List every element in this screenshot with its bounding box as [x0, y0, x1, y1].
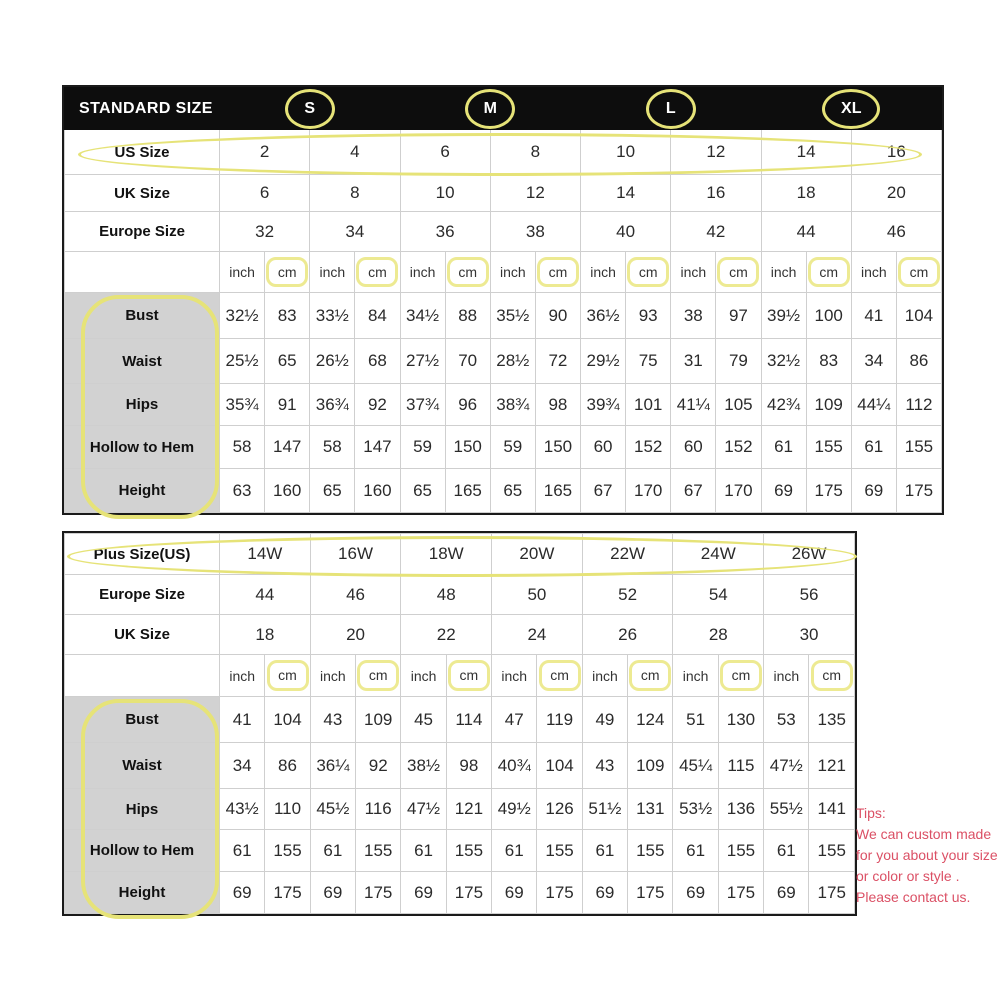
us-size-value: 4	[310, 130, 400, 175]
bust-value: 93	[626, 293, 671, 339]
height-value: 175	[809, 872, 855, 914]
height-value: 69	[761, 469, 806, 513]
us-size-value: 2	[220, 130, 310, 175]
cm-highlight-box: cm	[720, 660, 762, 691]
hips-value: 126	[537, 789, 582, 830]
bust-value: 135	[809, 697, 855, 743]
europe-size-value: 44	[761, 212, 851, 252]
unit-inch-label: inch	[220, 655, 265, 697]
cm-highlight-box: cm	[447, 257, 489, 288]
europe-size-value: 32	[220, 212, 310, 252]
height-value: 175	[356, 872, 401, 914]
hips-value: 44¼	[851, 384, 896, 426]
uk-size-value: 14	[581, 175, 671, 212]
custom-made-tips	[856, 803, 1000, 908]
hips-value: 47½	[401, 789, 446, 830]
uk-size-value: 22	[401, 615, 492, 655]
unit-inch-label: inch	[310, 252, 355, 293]
size-group-badge-m: M	[465, 89, 515, 129]
unit-inch-label: inch	[220, 252, 265, 293]
hollow-to-hem-value: 61	[582, 830, 627, 872]
uk-size-value: 26	[582, 615, 673, 655]
bust-value: 43	[310, 697, 355, 743]
uk-size-value: 10	[400, 175, 490, 212]
us-size-value: 16	[851, 130, 941, 175]
height-value: 65	[310, 469, 355, 513]
hips-value: 36¾	[310, 384, 355, 426]
hollow-to-hem-value: 61	[492, 830, 537, 872]
unit-inch-label: inch	[581, 252, 626, 293]
row-label-waist: Waist	[65, 743, 220, 789]
bust-value: 32½	[220, 293, 265, 339]
bust-value: 41	[851, 293, 896, 339]
europe-size-value: 40	[581, 212, 671, 252]
hollow-to-hem-value: 58	[310, 426, 355, 469]
hips-value: 42¾	[761, 384, 806, 426]
row-label-uk-size: UK Size	[65, 615, 220, 655]
plus-size-us-value: 22W	[582, 534, 673, 575]
height-value: 69	[310, 872, 355, 914]
hollow-to-hem-value: 61	[673, 830, 718, 872]
unit-cm-cell	[356, 655, 401, 697]
hips-value: 39¾	[581, 384, 626, 426]
waist-value: 104	[537, 743, 582, 789]
bust-value: 100	[806, 293, 851, 339]
cm-highlight-box: cm	[808, 257, 850, 288]
waist-value: 40¾	[492, 743, 537, 789]
cm-highlight-box: cm	[448, 660, 490, 691]
waist-value: 31	[671, 339, 716, 384]
waist-value: 65	[265, 339, 310, 384]
hips-value: 96	[445, 384, 490, 426]
hollow-to-hem-value: 150	[445, 426, 490, 469]
waist-value: 36¼	[310, 743, 355, 789]
hips-value: 92	[355, 384, 400, 426]
bust-value: 45	[401, 697, 446, 743]
waist-value: 109	[628, 743, 673, 789]
uk-size-value: 28	[673, 615, 764, 655]
waist-value: 86	[265, 743, 310, 789]
bust-value: 130	[718, 697, 763, 743]
waist-value: 29½	[581, 339, 626, 384]
bust-value: 84	[355, 293, 400, 339]
row-label-waist: Waist	[65, 339, 220, 384]
hips-value: 41¼	[671, 384, 716, 426]
cm-highlight-box: cm	[627, 257, 669, 288]
bust-value: 124	[628, 697, 673, 743]
unit-cm-cell	[446, 655, 491, 697]
us-size-value: 12	[671, 130, 761, 175]
plus-size-us-value: 14W	[220, 534, 311, 575]
hips-value: 110	[265, 789, 310, 830]
waist-value: 43	[582, 743, 627, 789]
cm-highlight-box: cm	[539, 660, 581, 691]
waist-value: 28½	[490, 339, 535, 384]
table-title: STANDARD SIZE	[65, 88, 220, 130]
hollow-to-hem-value: 155	[718, 830, 763, 872]
waist-value: 115	[718, 743, 763, 789]
bust-value: 38	[671, 293, 716, 339]
uk-size-value: 6	[220, 175, 310, 212]
height-value: 175	[446, 872, 491, 914]
plus-size-us-value: 26W	[764, 534, 855, 575]
cm-highlight-box: cm	[629, 660, 671, 691]
cm-highlight-box: cm	[717, 257, 759, 288]
height-value: 69	[401, 872, 446, 914]
bust-value: 41	[220, 697, 265, 743]
waist-value: 34	[851, 339, 896, 384]
height-value: 65	[400, 469, 445, 513]
unit-inch-label: inch	[761, 252, 806, 293]
bust-value: 33½	[310, 293, 355, 339]
hips-value: 51½	[582, 789, 627, 830]
waist-value: 121	[809, 743, 855, 789]
size-group-cell-s	[220, 88, 401, 130]
height-value: 175	[718, 872, 763, 914]
us-size-value: 6	[400, 130, 490, 175]
europe-size-value: 36	[400, 212, 490, 252]
unit-inch-label: inch	[401, 655, 446, 697]
hips-value: 121	[446, 789, 491, 830]
us-size-value: 8	[490, 130, 580, 175]
hollow-to-hem-value: 60	[671, 426, 716, 469]
plus-size-us-value: 24W	[673, 534, 764, 575]
height-value: 67	[671, 469, 716, 513]
height-value: 175	[537, 872, 582, 914]
unit-cm-cell	[809, 655, 855, 697]
bust-value: 83	[265, 293, 310, 339]
hollow-to-hem-value: 155	[806, 426, 851, 469]
uk-size-value: 16	[671, 175, 761, 212]
hollow-to-hem-value: 61	[220, 830, 265, 872]
unit-inch-label: inch	[310, 655, 355, 697]
cm-highlight-box: cm	[267, 660, 309, 691]
height-value: 69	[492, 872, 537, 914]
size-group-cell-m	[400, 88, 581, 130]
europe-size-value: 48	[401, 575, 492, 615]
bust-value: 109	[356, 697, 401, 743]
bust-value: 104	[896, 293, 941, 339]
unit-cm-cell	[806, 252, 851, 293]
row-label-units	[65, 252, 220, 293]
bust-value: 104	[265, 697, 310, 743]
uk-size-value: 30	[764, 615, 855, 655]
waist-value: 72	[535, 339, 580, 384]
height-value: 175	[265, 872, 310, 914]
standard-size-table-grid	[64, 87, 942, 513]
hollow-to-hem-value: 155	[809, 830, 855, 872]
bust-value: 88	[445, 293, 490, 339]
cm-highlight-box: cm	[537, 257, 579, 288]
bust-value: 119	[537, 697, 582, 743]
waist-value: 75	[626, 339, 671, 384]
height-value: 69	[764, 872, 809, 914]
tips-line: or color or style .	[856, 868, 960, 884]
row-label-units	[65, 655, 220, 697]
tips-line: We can custom made	[856, 826, 992, 842]
waist-value: 47½	[764, 743, 809, 789]
europe-size-value: 52	[582, 575, 673, 615]
height-value: 69	[220, 872, 265, 914]
row-label-us-size: US Size	[65, 130, 220, 175]
waist-value: 68	[355, 339, 400, 384]
waist-value: 27½	[400, 339, 445, 384]
hips-value: 141	[809, 789, 855, 830]
unit-cm-cell	[537, 655, 582, 697]
unit-cm-cell	[445, 252, 490, 293]
hollow-to-hem-value: 152	[626, 426, 671, 469]
uk-size-value: 20	[851, 175, 941, 212]
unit-cm-cell	[716, 252, 761, 293]
row-label-hollow-to-hem: Hollow to Hem	[65, 426, 220, 469]
tips-lines	[856, 824, 1000, 908]
us-size-value: 10	[581, 130, 671, 175]
height-value: 69	[673, 872, 718, 914]
unit-inch-label: inch	[490, 252, 535, 293]
unit-cm-cell	[265, 655, 310, 697]
tips-line: for you about your size	[856, 847, 998, 863]
hollow-to-hem-value: 61	[761, 426, 806, 469]
us-size-value: 14	[761, 130, 851, 175]
europe-size-value: 54	[673, 575, 764, 615]
height-value: 170	[626, 469, 671, 513]
hollow-to-hem-value: 61	[401, 830, 446, 872]
height-value: 69	[851, 469, 896, 513]
hips-value: 37¾	[400, 384, 445, 426]
cm-highlight-box: cm	[356, 257, 398, 288]
waist-value: 38½	[401, 743, 446, 789]
hips-value: 101	[626, 384, 671, 426]
height-value: 175	[628, 872, 673, 914]
row-label-bust: Bust	[65, 697, 220, 743]
row-label-hips: Hips	[65, 384, 220, 426]
hips-value: 53½	[673, 789, 718, 830]
hollow-to-hem-value: 61	[310, 830, 355, 872]
unit-cm-cell	[628, 655, 673, 697]
row-label-hollow-to-hem: Hollow to Hem	[65, 830, 220, 872]
waist-value: 32½	[761, 339, 806, 384]
hollow-to-hem-value: 147	[265, 426, 310, 469]
hips-value: 136	[718, 789, 763, 830]
hollow-to-hem-value: 155	[896, 426, 941, 469]
height-value: 165	[445, 469, 490, 513]
unit-inch-label: inch	[851, 252, 896, 293]
bust-value: 35½	[490, 293, 535, 339]
height-value: 165	[535, 469, 580, 513]
waist-value: 25½	[220, 339, 265, 384]
uk-size-value: 18	[220, 615, 311, 655]
cm-highlight-box: cm	[811, 660, 853, 691]
height-value: 160	[265, 469, 310, 513]
plus-size-us-value: 18W	[401, 534, 492, 575]
uk-size-value: 18	[761, 175, 851, 212]
bust-value: 114	[446, 697, 491, 743]
bust-value: 39½	[761, 293, 806, 339]
row-label-europe-size: Europe Size	[65, 575, 220, 615]
tips-line: Please contact us.	[856, 889, 971, 905]
hips-value: 109	[806, 384, 851, 426]
plus-size-us-value: 16W	[310, 534, 401, 575]
cm-highlight-box: cm	[898, 257, 940, 288]
bust-value: 53	[764, 697, 809, 743]
standard-size-table	[62, 85, 944, 515]
unit-inch-label: inch	[764, 655, 809, 697]
unit-inch-label: inch	[582, 655, 627, 697]
hollow-to-hem-value: 150	[535, 426, 580, 469]
row-label-uk-size: UK Size	[65, 175, 220, 212]
waist-value: 70	[445, 339, 490, 384]
unit-cm-cell	[896, 252, 941, 293]
unit-inch-label: inch	[673, 655, 718, 697]
europe-size-value: 46	[310, 575, 401, 615]
europe-size-value: 44	[220, 575, 311, 615]
hollow-to-hem-value: 155	[446, 830, 491, 872]
bust-value: 36½	[581, 293, 626, 339]
unit-cm-cell	[265, 252, 310, 293]
hips-value: 98	[535, 384, 580, 426]
hollow-to-hem-value: 155	[265, 830, 310, 872]
waist-value: 86	[896, 339, 941, 384]
row-label-plus-size-us: Plus Size(US)	[65, 534, 220, 575]
unit-inch-label: inch	[492, 655, 537, 697]
height-value: 160	[355, 469, 400, 513]
uk-size-value: 8	[310, 175, 400, 212]
bust-value: 49	[582, 697, 627, 743]
hollow-to-hem-value: 60	[581, 426, 626, 469]
tips-title: Tips:	[856, 805, 886, 821]
hips-value: 45½	[310, 789, 355, 830]
cm-highlight-box: cm	[357, 660, 399, 691]
waist-value: 79	[716, 339, 761, 384]
unit-cm-cell	[626, 252, 671, 293]
hollow-to-hem-value: 147	[355, 426, 400, 469]
cm-highlight-box: cm	[266, 257, 308, 288]
height-value: 67	[581, 469, 626, 513]
height-value: 175	[806, 469, 851, 513]
row-label-europe-size: Europe Size	[65, 212, 220, 252]
size-group-badge-xl: XL	[822, 89, 880, 129]
hips-value: 91	[265, 384, 310, 426]
unit-cm-cell	[718, 655, 763, 697]
plus-size-table	[62, 531, 857, 916]
waist-value: 45¼	[673, 743, 718, 789]
waist-value: 92	[356, 743, 401, 789]
height-value: 63	[220, 469, 265, 513]
europe-size-value: 50	[492, 575, 583, 615]
hips-value: 131	[628, 789, 673, 830]
europe-size-value: 34	[310, 212, 400, 252]
waist-value: 83	[806, 339, 851, 384]
bust-value: 51	[673, 697, 718, 743]
row-label-hips: Hips	[65, 789, 220, 830]
uk-size-value: 24	[492, 615, 583, 655]
bust-value: 34½	[400, 293, 445, 339]
hips-value: 55½	[764, 789, 809, 830]
size-group-cell-l	[581, 88, 762, 130]
hips-value: 35¾	[220, 384, 265, 426]
bust-value: 47	[492, 697, 537, 743]
size-group-cell-xl	[761, 88, 942, 130]
size-group-badge-s: S	[285, 89, 335, 129]
bust-value: 90	[535, 293, 580, 339]
hollow-to-hem-value: 58	[220, 426, 265, 469]
hollow-to-hem-value: 59	[490, 426, 535, 469]
unit-inch-label: inch	[400, 252, 445, 293]
waist-value: 26½	[310, 339, 355, 384]
hollow-to-hem-value: 152	[716, 426, 761, 469]
hips-value: 112	[896, 384, 941, 426]
bust-value: 97	[716, 293, 761, 339]
europe-size-value: 56	[764, 575, 855, 615]
row-label-height: Height	[65, 872, 220, 914]
unit-cm-cell	[535, 252, 580, 293]
unit-cm-cell	[355, 252, 400, 293]
waist-value: 34	[220, 743, 265, 789]
hollow-to-hem-value: 61	[851, 426, 896, 469]
hollow-to-hem-value: 59	[400, 426, 445, 469]
hips-value: 38¾	[490, 384, 535, 426]
uk-size-value: 12	[490, 175, 580, 212]
hollow-to-hem-value: 155	[628, 830, 673, 872]
hollow-to-hem-value: 155	[537, 830, 582, 872]
row-label-bust: Bust	[65, 293, 220, 339]
hips-value: 43½	[220, 789, 265, 830]
hips-value: 105	[716, 384, 761, 426]
hollow-to-hem-value: 61	[764, 830, 809, 872]
height-value: 65	[490, 469, 535, 513]
hips-value: 116	[356, 789, 401, 830]
height-value: 69	[582, 872, 627, 914]
height-value: 170	[716, 469, 761, 513]
plus-size-us-value: 20W	[492, 534, 583, 575]
height-value: 175	[896, 469, 941, 513]
unit-inch-label: inch	[671, 252, 716, 293]
hollow-to-hem-value: 155	[356, 830, 401, 872]
plus-size-table-grid	[64, 533, 855, 914]
europe-size-value: 46	[851, 212, 941, 252]
size-group-badge-l: L	[646, 89, 696, 129]
waist-value: 98	[446, 743, 491, 789]
row-label-height: Height	[65, 469, 220, 513]
hips-value: 49½	[492, 789, 537, 830]
uk-size-value: 20	[310, 615, 401, 655]
europe-size-value: 38	[490, 212, 580, 252]
europe-size-value: 42	[671, 212, 761, 252]
